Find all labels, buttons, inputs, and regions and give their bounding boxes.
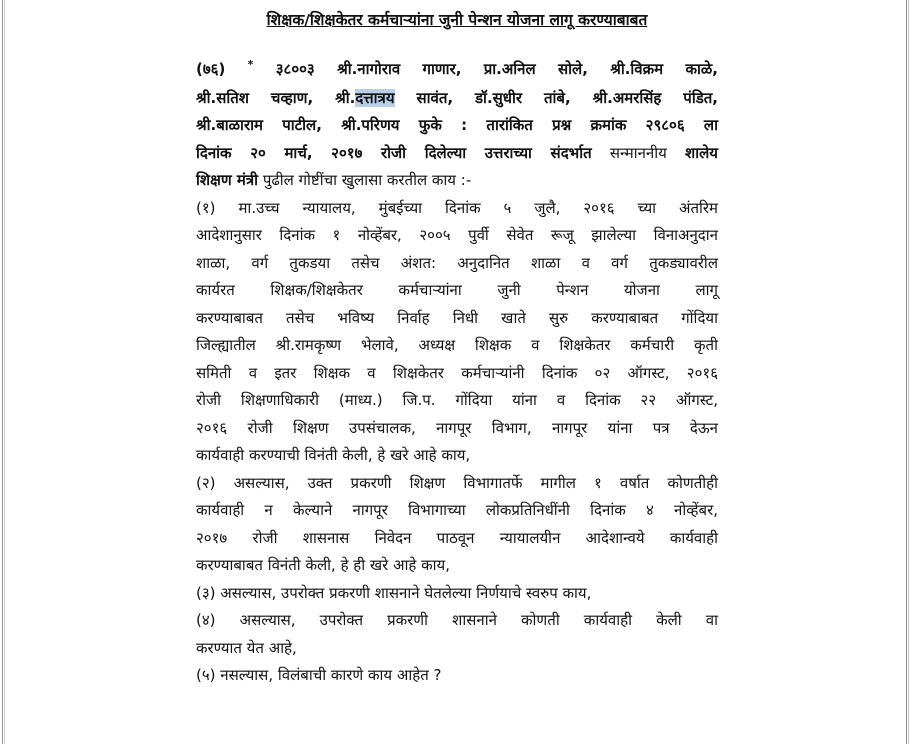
- selected-text-highlight[interactable]: दत्तात्रय: [355, 88, 395, 107]
- paragraph-1-line: करण्याबाबत तसेच भविष्य निर्वाह निधी खाते सुरु करण्याबाबत गोंदिया: [196, 308, 718, 327]
- minister-text-2: शिक्षण मंत्री: [196, 171, 259, 189]
- paragraph-1-line: समिती व इतर शिक्षक व शिक्षकेतर कर्मचाऱ्यांनी दिनांक ०२ ऑगस्ट, २०१६: [196, 363, 718, 382]
- page-border-right: [906, 0, 907, 744]
- page-border-left-inner: [4, 0, 5, 744]
- page-border-left: [2, 0, 3, 744]
- paragraph-1-line: २०१६ रोजी शिक्षण उपसंचालक, नागपूर विभाग, नागपूर यांना पत्र देऊन: [196, 418, 718, 437]
- paragraph-1-line: कार्यवाही करण्याची विनंती केली, हे खरे आहे काय,: [196, 446, 471, 464]
- paragraph-1-line: रोजी शिक्षणाधिकारी (माध्य.) जि.प. गोंदिया यांना व दिनांक २२ ऑगस्ट,: [196, 391, 718, 409]
- reference-text: दिनांक २० मार्च, २०१७ रोजी दिलेल्या उत्तराच्या संदर्भात: [196, 143, 592, 162]
- members-line-1: श्री.नागोराव गाणार, प्रा.अनिल सोले, श्री.विक्रम काळे,: [337, 60, 718, 78]
- paragraph-3-line: (३) असल्यास, उपरोक्त प्रकरणी शासनाने घेतलेल्या निर्णयाचे स्वरुप काय,: [196, 583, 592, 602]
- paragraph-1-line: शाळा, वर्ग तुकडया तसेच अंशत: अनुदानित शाळा व वर्ग तुकड्यावरील: [196, 253, 718, 272]
- paragraph-1-line: कार्यरत शिक्षक/शिक्षकेतर कर्मचाऱ्यांना जुनी पेन्शन योजना लागू: [196, 281, 718, 299]
- question-id: ३८००३: [275, 60, 315, 78]
- paragraph-2-line: कार्यवाही न केल्याने नागपूर विभागाच्या लोकप्रतिनिधींनी दिनांक ४ नोव्हेंबर,: [196, 501, 718, 519]
- members-line-2a: श्री.सतिश चव्हाण, श्री.: [196, 88, 356, 107]
- paragraph-1-line: (१) मा.उच्च न्यायालय, मुंबईच्या दिनांक ५ जुलै, २०१६ च्या अंतरिम: [196, 198, 718, 217]
- paragraph-2-line: २०१७ रोजी शासनास निवेदन पाठवून न्यायालयीन आदेशान्वये कार्यवाही: [196, 528, 718, 547]
- page-border-right-inner: [908, 0, 909, 744]
- members-line-2b: सावंत, डॉ.सुधीर तांबे, श्री.अमरसिंह पंडित,: [394, 88, 718, 107]
- star-marker: *: [247, 58, 254, 71]
- paragraph-4-line: (४) असल्यास, उपरोक्त प्रकरणी शासनाने कोणती कार्यवाही केली वा: [196, 611, 718, 629]
- question-line-5: [196, 167, 718, 195]
- question-number: (७६): [196, 60, 226, 78]
- paragraph-5-line: (५) नसल्यास, विलंबाची कारणे काय आहेत ?: [196, 666, 442, 684]
- paragraph-1-line: आदेशानुसार दिनांक १ नोव्हेंबर, २००५ पुर्वी सेवेत रूजू झालेल्या विनाअनुदान: [196, 226, 718, 244]
- question-line-2: [196, 85, 718, 113]
- paragraph-2-line: (२) असल्यास, उक्त प्रकरणी शिक्षण विभागातर्फे मागील १ वर्षात कोणतीही: [196, 473, 718, 492]
- paragraph-2-line: करण्याबाबत विनंती केली, हे ही खरे आहे काय,: [196, 556, 451, 574]
- question-intro: पुढील गोष्टींचा खुलासा करतील काय :-: [258, 171, 472, 189]
- question-body: [196, 56, 718, 690]
- question-line-4: [196, 140, 718, 168]
- question-line-3: श्री.बाळाराम पाटील, श्री.परिणय फुके : तारांकित प्रश्न क्रमांक २९८०६ ला: [196, 116, 718, 134]
- honorific-text: सन्माननीय: [591, 143, 686, 162]
- paragraph-4-line: करण्यात येत आहे,: [196, 638, 297, 657]
- document-title: शिक्षक/शिक्षकेतर कर्मचाऱ्यांना जुनी पेन्शन योजना लागू करण्याबाबत: [266, 11, 648, 29]
- minister-text-1: शालेय: [685, 143, 718, 162]
- question-line-1: [196, 56, 718, 85]
- paragraph-1-line: जिल्ह्यातील श्री.रामकृष्ण भेलावे, अध्यक्ष शिक्षक व शिक्षकेतर कर्मचारी कृती: [196, 336, 718, 354]
